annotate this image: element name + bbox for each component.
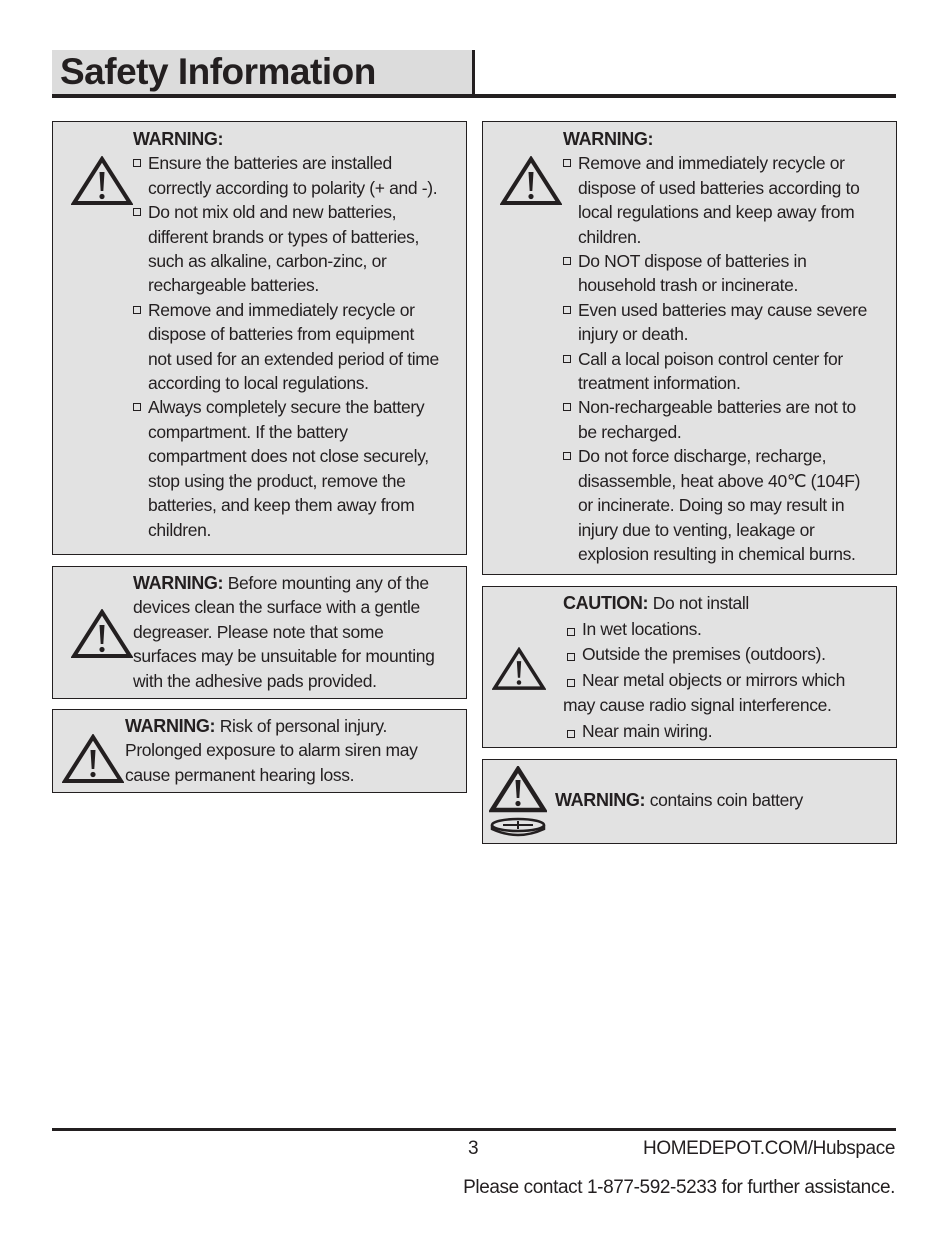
list-item: Even used batteries may cause severe injury or death.: [563, 298, 898, 347]
list-item: Always completely secure the battery compartment. If the battery compartment does not close securely, stop using the product, remove the batteries, and keep them away from children.: [133, 395, 468, 541]
warning-label: WARNING:: [133, 129, 224, 149]
list-item: Remove and immediately recycle or dispose of batteries from equipment not used for an extended period of time according to local regulations.: [133, 298, 468, 396]
mounting-warning-box: [52, 566, 467, 699]
list-item: In wet locations.: [563, 617, 898, 643]
bullet-box-icon: [567, 628, 575, 636]
bullet-box-icon: [133, 306, 141, 314]
coin-battery-warning-icon: [489, 766, 547, 838]
list-item: Near metal objects or mirrors which: [563, 668, 898, 694]
siren-warning-content: WARNING: Risk of personal injury. Prolonged exposure to alarm siren may cause permanent hearing loss.: [125, 716, 418, 785]
contact-info: Please contact 1-877-592-5233 for further assistance.: [463, 1177, 895, 1198]
bullet-box-icon: [133, 159, 141, 167]
header-rule: [52, 94, 896, 98]
list-item: Ensure the batteries are installed correctly according to polarity (+ and -).: [133, 151, 468, 200]
website-link[interactable]: HOMEDEPOT.COM/Hubspace: [643, 1138, 895, 1159]
bullet-box-icon: [563, 355, 571, 363]
caution-content: CAUTION: Do not install In wet locations. Outside the premises (outdoors). Near metal objects or mirrors which may cause radio signal interference. Near main wiring.: [563, 591, 898, 744]
bullet-box-icon: [563, 403, 571, 411]
battery-warning-box-left: [52, 121, 467, 555]
warning-triangle-icon: [71, 156, 133, 206]
battery-warning-box-right: [482, 121, 897, 575]
bullet-box-icon: [567, 730, 575, 738]
battery-warning-content: [133, 127, 468, 542]
warning-label: WARNING:: [563, 129, 654, 149]
warning-label: WARNING:: [555, 790, 646, 810]
page-number: 3: [468, 1138, 479, 1159]
list-item: Outside the premises (outdoors).: [563, 642, 898, 668]
list-item: Do NOT dispose of batteries in household trash or incinerate.: [563, 249, 898, 298]
title-box: [52, 50, 475, 94]
bullet-box-icon: [567, 679, 575, 687]
warning-triangle-icon: [71, 609, 133, 659]
warning-triangle-icon: [62, 734, 124, 784]
bullet-box-icon: [563, 452, 571, 460]
list-item: Do not force discharge, recharge, disassemble, heat above 40℃ (104F) or incinerate. Doing so may result in injury due to venting, leakage or explosion resulting in chemical burns.: [563, 444, 898, 566]
bullet-box-icon: [133, 403, 141, 411]
list-item: Non-rechargeable batteries are not to be recharged.: [563, 395, 898, 444]
list-item: Call a local poison control center for treatment information.: [563, 347, 898, 396]
warning-label: WARNING:: [125, 716, 216, 736]
warning-triangle-icon: [492, 647, 546, 691]
page-header: [52, 50, 896, 96]
bullet-box-icon: [567, 653, 575, 661]
list-item: Do not mix old and new batteries, different brands or types of batteries, such as alkaline, carbon-zinc, or rechargeable batteries.: [133, 200, 468, 298]
warning-triangle-icon: [500, 156, 562, 206]
coin-battery-warning-box: [482, 759, 897, 844]
footer-rule: [52, 1128, 896, 1131]
list-item: Near main wiring.: [563, 719, 898, 745]
mounting-warning-content: WARNING: Before mounting any of the devices clean the surface with a gentle degreaser. Please note that some surfaces may be unsuitable for mounting with the adhesive pads provided.: [133, 573, 435, 691]
bullet-box-icon: [563, 257, 571, 265]
list-item: Remove and immediately recycle or dispose of used batteries according to local regulations and keep away from children.: [563, 151, 898, 249]
caution-install-box: [482, 586, 897, 748]
page-title: Safety Information: [60, 51, 376, 92]
bullet-box-icon: [563, 306, 571, 314]
coin-battery-content: WARNING: contains coin battery: [555, 790, 803, 810]
warning-label: WARNING:: [133, 573, 224, 593]
bullet-box-icon: [563, 159, 571, 167]
caution-label: CAUTION:: [563, 593, 649, 613]
battery-disposal-content: [563, 127, 898, 566]
bullet-box-icon: [133, 208, 141, 216]
siren-warning-box: [52, 709, 467, 793]
